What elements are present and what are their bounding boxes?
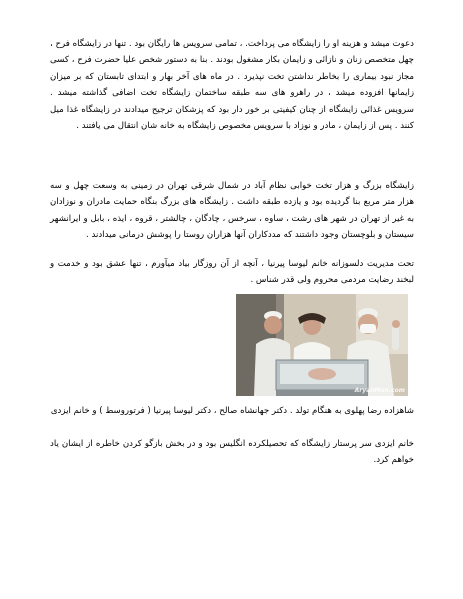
birth-photo [236,294,408,396]
paragraph-maternity-services: دعوت میشد و هزینه او را زایشگاه می پرداخت. ، تمامی سرویس ها رایگان بود . تنها در زایشگاه فرح ، چهل متخصص زنان و نازائی و زایمان بکار مشغول بودند . بنا به دستور شخص علیا حضرت فرح ، کسی مجاز نبود بیماری را بخاطر نداشتن تخت نپذیرد . در ماه های آخر بهار و ابتدای تابستان که بر میزان زایمانها افزوده میشد ، در راهرو های سه طبقه ساختمان زایشگاه تخت اضافی گذاشته میشد . سرویس غذائی زایشگاه از چنان کیفیتی بر خور دار بود که پزشکان ترجیح میدادند در زایشگاه غذا میل کنند . پس از زایمان ، مادر و نوزاد با سرویس مخصوص زایشگاه به خانه شان انتقال می یافتند . [50,39,414,132]
paragraph-management: تحت مدیریت دلسوزانه خانم لیوسا پیرنیا ، آنچه از آن روزگار بیاد میآورم ، تنها عشق بود و خدمت و لبخند رضایت مردمی محروم ولی قدر شناس . [50,259,414,286]
paragraph-head-nurse: خانم ایزدی سر پرستار زایشگاه که تحصیلکرده انگلیس بود و در بخش بازگو کردن خاطره از ایشان یاد خواهم کرد. [50,439,414,466]
paragraph-nezamabad-hospital: زایشگاه بزرگ و هزار تخت خوابی نظام آباد در شمال شرقی تهران در زمینی به وسعت چهل و سه هزار متر مربع بنا گردیده بود و یازده طبقه داشت . زایشگاه های بزرگ بنگاه حمایت مادران و نوزادان به غیر از تهران در شهر های رشت ، ساوه ، سرخس ، چادگان ، چالشتر ، قروه ، ایذه ، بابل و ایرانشهر سیستان و بلوچستان وجود داشتند که مددکاران آنها هزاران روستا را پوشش درمانی میدادند . [50,181,414,241]
photo-watermark: AryanMan.com [354,387,405,394]
photo-caption: شاهزاده رضا پهلوی به هنگام تولد . دکتر جهانشاه صالح ، دکتر لیوسا پیرنیا ( فرتوروسط ) و خانم ایزدی [50,406,414,416]
birth-photo-illustration [236,294,408,396]
